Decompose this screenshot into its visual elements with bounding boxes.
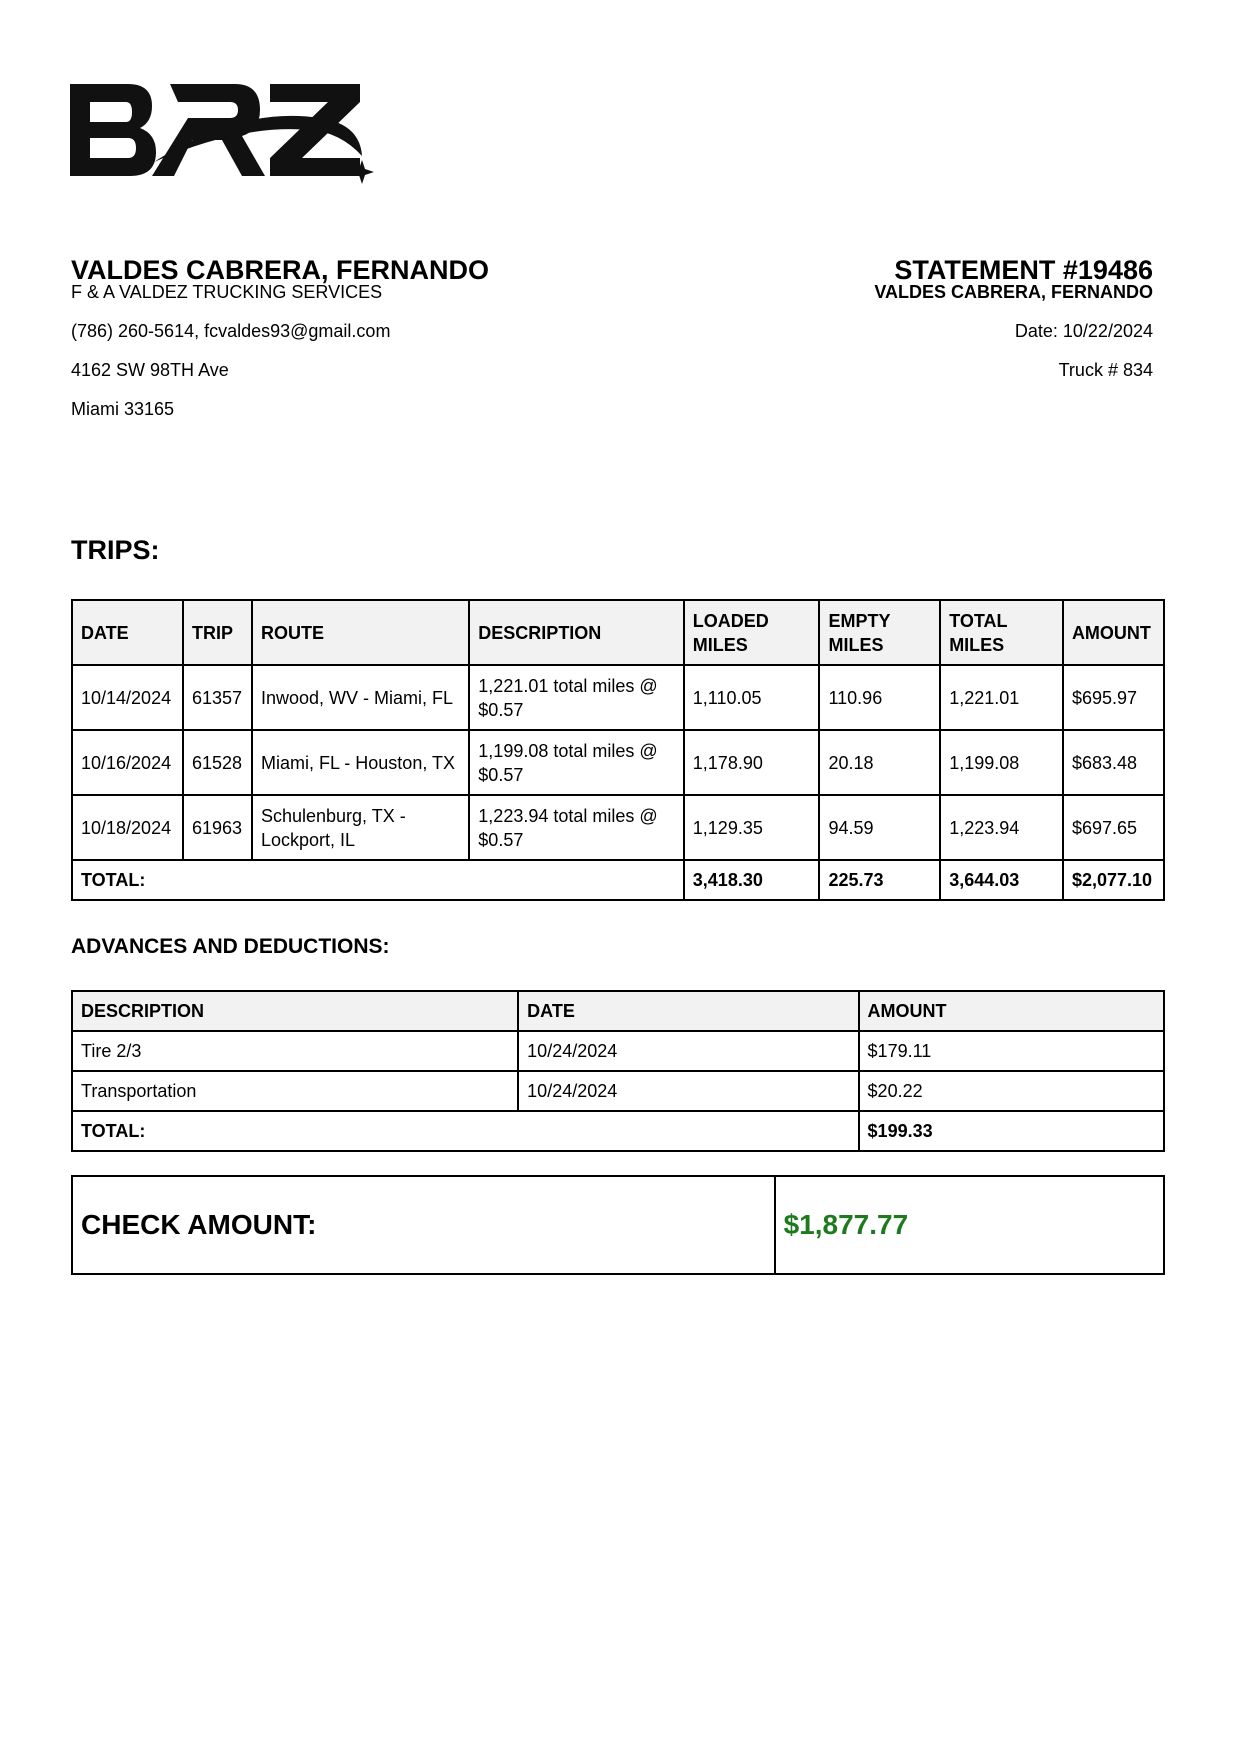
check-amount: $1,877.77: [775, 1176, 1164, 1274]
driver-address: 4162 SW 98TH Ave: [71, 360, 229, 380]
col-description: DESCRIPTION: [72, 991, 518, 1031]
advances-header-row: [72, 991, 1164, 1031]
cell-amount: $179.11: [859, 1031, 1164, 1071]
statement-title: STATEMENT #19486: [894, 255, 1153, 285]
col-date: DATE: [72, 600, 183, 665]
table-row: [72, 795, 1164, 860]
cell-route: Inwood, WV - Miami, FL: [252, 665, 469, 730]
cell-date: 10/24/2024: [518, 1031, 858, 1071]
trips-table: [71, 599, 1165, 901]
check-label: CHECK AMOUNT:: [72, 1176, 775, 1274]
table-row: [72, 1071, 1164, 1111]
driver-company: F & A VALDEZ TRUCKING SERVICES: [71, 282, 383, 302]
cell-date: 10/24/2024: [518, 1071, 858, 1111]
cell-total-miles: 1,199.08: [940, 730, 1063, 795]
cell-description: 1,221.01 total miles @ $0.57: [469, 665, 683, 730]
cell-date: 10/16/2024: [72, 730, 183, 795]
cell-trip: 61528: [183, 730, 252, 795]
trips-total-row: [72, 860, 1164, 900]
cell-total-miles: 1,223.94: [940, 795, 1063, 860]
cell-route: Schulenburg, TX - Lockport, IL: [252, 795, 469, 860]
col-route: ROUTE: [252, 600, 469, 665]
cell-description: 1,223.94 total miles @ $0.57: [469, 795, 683, 860]
statement-info: [553, 253, 1153, 380]
col-date: DATE: [518, 991, 858, 1031]
advances-title: ADVANCES AND DEDUCTIONS:: [71, 935, 390, 958]
cell-route: Miami, FL - Houston, TX: [252, 730, 469, 795]
cell-loaded-miles: 1,178.90: [684, 730, 820, 795]
brz-logo: [70, 78, 380, 193]
cell-amount: $697.65: [1063, 795, 1164, 860]
cell-loaded-miles: 1,110.05: [684, 665, 820, 730]
cell-description: Transportation: [72, 1071, 518, 1111]
cell-description: Tire 2/3: [72, 1031, 518, 1071]
col-total-miles: TOTAL MILES: [940, 600, 1063, 665]
cell-amount: $695.97: [1063, 665, 1164, 730]
cell-empty-miles: 94.59: [819, 795, 940, 860]
total-amount: $199.33: [859, 1111, 1164, 1151]
cell-total-miles: 1,221.01: [940, 665, 1063, 730]
trips-header-row: [72, 600, 1164, 665]
total-amount: $2,077.10: [1063, 860, 1164, 900]
cell-trip: 61963: [183, 795, 252, 860]
cell-empty-miles: 20.18: [819, 730, 940, 795]
col-loaded-miles: LOADED MILES: [684, 600, 820, 665]
cell-description: 1,199.08 total miles @ $0.57: [469, 730, 683, 795]
cell-date: 10/14/2024: [72, 665, 183, 730]
advances-table: [71, 990, 1165, 1152]
col-amount: AMOUNT: [1063, 600, 1164, 665]
statement-truck: Truck # 834: [1058, 360, 1153, 380]
col-empty-miles: EMPTY MILES: [819, 600, 940, 665]
driver-name: VALDES CABRERA, FERNANDO: [71, 255, 490, 285]
statement-date: Date: 10/22/2024: [1014, 321, 1153, 341]
driver-contact: (786) 260-5614, fcvaldes93@gmail.com: [71, 321, 391, 341]
cell-amount: $683.48: [1063, 730, 1164, 795]
table-row: [72, 665, 1164, 730]
table-row: [72, 730, 1164, 795]
cell-empty-miles: 110.96: [819, 665, 940, 730]
table-row: [72, 1031, 1164, 1071]
check-amount-box: [71, 1175, 1165, 1275]
check-row: [72, 1176, 1164, 1274]
cell-loaded-miles: 1,129.35: [684, 795, 820, 860]
total-label: TOTAL:: [72, 860, 684, 900]
total-loaded-miles: 3,418.30: [684, 860, 820, 900]
cell-trip: 61357: [183, 665, 252, 730]
trips-title: TRIPS:: [71, 535, 160, 565]
total-empty-miles: 225.73: [819, 860, 940, 900]
total-miles: 3,644.03: [940, 860, 1063, 900]
driver-city: Miami 33165: [71, 399, 175, 419]
total-label: TOTAL:: [72, 1111, 859, 1151]
col-trip: TRIP: [183, 600, 252, 665]
cell-amount: $20.22: [859, 1071, 1164, 1111]
statement-name: VALDES CABRERA, FERNANDO: [874, 282, 1153, 302]
advances-total-row: [72, 1111, 1164, 1151]
col-amount: AMOUNT: [859, 991, 1164, 1031]
cell-date: 10/18/2024: [72, 795, 183, 860]
col-description: DESCRIPTION: [469, 600, 683, 665]
